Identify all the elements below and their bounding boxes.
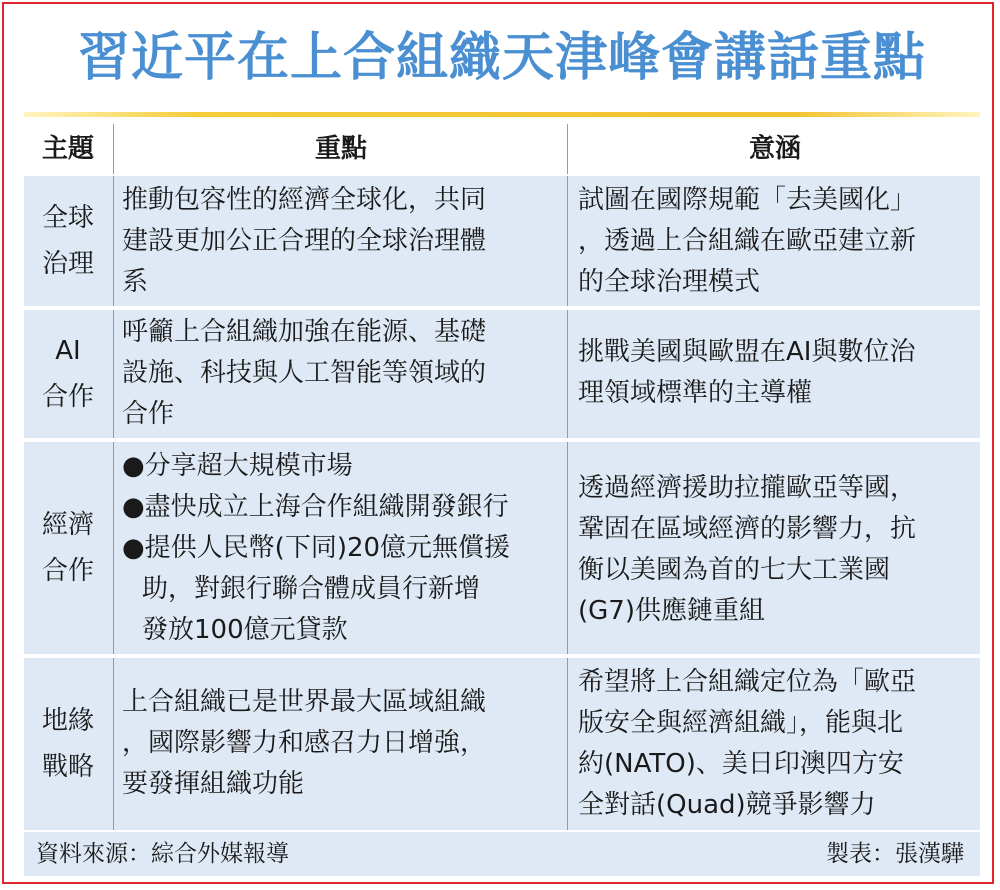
table-row [24,310,980,438]
row-meaning: 挑戰美國與歐盟在AI與數位治 理領域標準的主導權 [578,337,916,408]
table-row [24,176,980,306]
row-topic: AI 合作 [41,336,94,412]
table-header [24,124,980,174]
source-note: 資料來源：綜合外媒報導 [36,841,289,867]
row-topic: 經濟 合作 [41,510,94,586]
row-meaning: 試圖在國際規範「去美國化」 ，透過上合組織在歐亞建立新 的全球治理模式 [578,185,917,297]
row-points: ●分享超大規模市場 ●盡快成立上海合作組織開發銀行 ●提供人民幣(下同)20億元無償援 助，對銀行聯合體成員行新增 發放100億元貸款 [122,451,511,645]
row-points: 推動包容性的經濟全球化，共同 建設更加公正合理的全球治理體 系 [122,185,487,297]
row-points: 上合組織已是世界最大區域組織 ，國際影響力和感召力日增強， 要發揮組織功能 [122,687,487,799]
infographic-title: 習近平在上合組織天津峰會講話重點 [77,28,926,88]
row-points: 呼籲上合組織加強在能源、基礎 設施、科技與人工智能等領域的 合作 [122,317,487,429]
infographic-frame [2,2,994,884]
header-points: 重點 [314,134,367,164]
credit-note: 製表：張漢驊 [826,841,964,867]
table-row [24,442,980,654]
header-topic: 主題 [41,134,94,164]
table-row [24,658,980,830]
header-meaning: 意涵 [748,134,801,164]
row-meaning: 希望將上合組織定位為「歐亞 版安全與經濟組織」，能與北 約(NATO)、美日印澳四方安 全對話(Quad)競爭影響力 [578,667,917,820]
row-topic: 全球 治理 [41,203,94,279]
row-meaning: 透過經濟援助拉攏歐亞等國， 鞏固在區域經濟的影響力，抗 衡以美國為首的七大工業國 (G7)供應鏈重組 [578,473,917,626]
row-topic: 地緣 戰略 [41,706,94,782]
title-underline [24,112,980,117]
footer-bar [24,832,980,876]
